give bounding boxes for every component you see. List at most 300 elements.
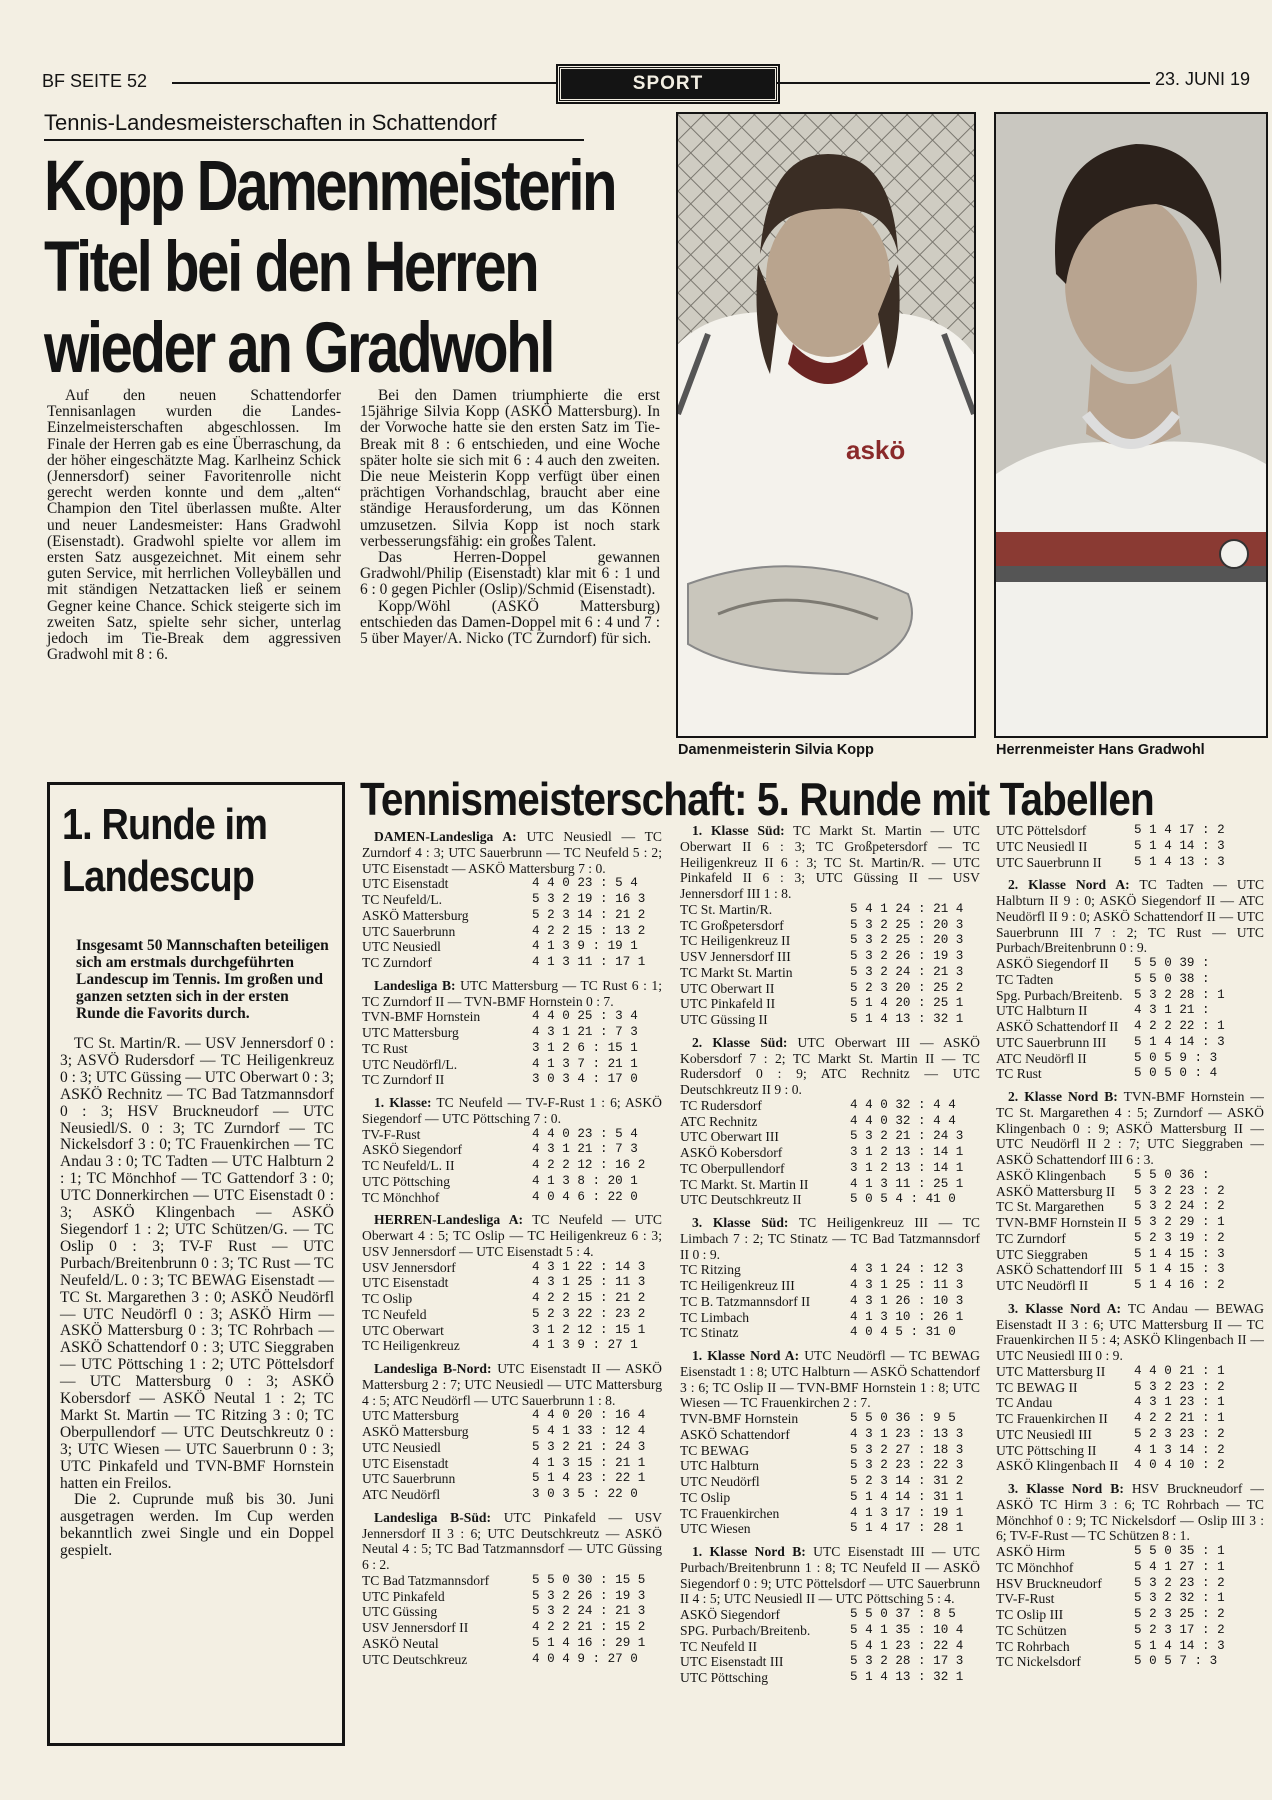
portrait-illustration: [678, 114, 974, 736]
table-row: [362, 1190, 662, 1206]
standings-table: [680, 1607, 980, 1686]
league-section: [996, 1481, 1264, 1670]
team-record: 4 1 3 7 : 21 1: [532, 1056, 638, 1071]
team-record: 4 4 0 23 : 5 4: [532, 876, 638, 891]
team-name: USV Jennersdorf II: [362, 1620, 469, 1635]
team-name: UTC Neudörfl II: [996, 1278, 1089, 1293]
team-name: USV Jennersdorf: [362, 1259, 456, 1275]
table-row: [680, 1325, 980, 1341]
league-section: [680, 1215, 980, 1341]
article-column-1: [47, 388, 341, 663]
team-record: 5 1 4 15 : 3: [1134, 1246, 1225, 1261]
team-name: UTC Neudörfl/L.: [362, 1056, 458, 1072]
table-row: [362, 1127, 662, 1143]
paragraph: Das Herren-Doppel gewannen Gradwohl/Philip (Eisenstadt) klar mit 6 : 1 und 6 : 0 gegen Pichler (Oslip)/Schmid (Eisenstadt).: [360, 549, 660, 599]
table-row: [680, 1654, 980, 1670]
table-row: [680, 1506, 980, 1522]
table-row: [362, 1174, 662, 1190]
team-record: 5 2 3 22 : 23 2: [532, 1306, 646, 1321]
team-record: 4 1 3 11 : 25 1: [850, 1176, 964, 1191]
team-name: UTC Neudörfl: [680, 1474, 760, 1489]
team-record: 4 2 2 21 : 1: [1134, 1411, 1225, 1425]
team-name: UTC Sauerbrunn: [362, 1471, 456, 1487]
team-record: 5 0 5 4 : 41 0: [850, 1192, 956, 1207]
league-section: [362, 1212, 662, 1354]
table-row: [680, 1411, 980, 1427]
team-name: USV Jennersdorf III: [680, 949, 791, 964]
team-name: UTC Pöttsching: [680, 1670, 768, 1685]
match-results: TC Tadten — UTC Halbturn II 9 : 0; ASKÖ Siegendorf II — ATC Neudörfl II 9 : 0; ASKÖ Schattendorf II — UTC Sauerbrunn III 7 : 2; TC Rust — UTC Purbach/Breitenbrunn 0 : 9.: [996, 877, 1264, 956]
team-name: TC Schützen: [996, 1622, 1067, 1638]
table-row: [362, 876, 662, 892]
page-number: BF SEITE 52: [42, 71, 148, 91]
team-name: TC Ritzing: [680, 1262, 741, 1278]
results-paragraph: [996, 1301, 1264, 1364]
team-record: 5 3 2 32 : 1: [1134, 1591, 1225, 1606]
team-name: TC Limbach: [680, 1309, 750, 1325]
landescup-body: [60, 1036, 334, 1560]
table-row: [362, 1424, 662, 1440]
league-name: Landesliga B-Süd:: [374, 1509, 491, 1525]
table-row: [362, 1456, 662, 1472]
team-name: UTC Deutschkreutz II: [680, 1192, 802, 1208]
standings-table: [362, 1408, 662, 1503]
article-headline: [44, 146, 616, 389]
table-row: [362, 1408, 662, 1424]
team-record: 4 1 3 11 : 17 1: [532, 955, 646, 969]
team-record: 4 3 1 24 : 12 3: [850, 1262, 964, 1277]
team-record: 5 1 4 23 : 22 1: [532, 1471, 646, 1486]
team-name: TC Markt. St. Martin II: [680, 1176, 809, 1192]
paragraph: Die 2. Cuprunde muß bis 30. Juni ausgetragen werden. Im Cup werden bekanntlich zwei Single und ein Doppel gespielt.: [60, 1491, 334, 1560]
team-record: 5 3 2 24 : 21 3: [532, 1604, 646, 1619]
match-results: UTC Eisenstadt III — UTC Purbach/Breitenbrunn 1 : 8; TC Neufeld II — ASKÖ Siegendorf 0 : 9; UTC Pöttelsdorf — UTC Sauerbrunn II 4 : 5; UTC Neusiedl II — UTC Pöttsching 5 : 4.: [680, 1544, 980, 1607]
team-record: 3 1 2 6 : 15 1: [532, 1040, 638, 1055]
paragraph: Auf den neuen Schattendorfer Tennisanlagen wurden die Landes-Einzelmeisterschaften abgeschlossen. Im Finale der Herren gab es eine Überraschung, da der höher eingeschätzte Mag. Karlheinz Schick (Jennersdorf) seiner Favoritenrolle nicht gerecht werden konnte und dem „alten“ Champion den Titel überlassen mußte. Alter und neuer Landesmeister: Hans Gradwohl (Eisenstadt). Gradwohl spielte vor allem im ersten Satz ausgezeichnet. Mit einem sehr guten Service, mit herrlichen Volleybällen und mit ständigen Netzattacken ließ er seinem Gegner keine Chance. Schick steigerte sich im zweiten Satz, spielte sehr sicher, unterlag jedoch im Tie-Break dem aggressiven Gradwohl mit 8 : 6.: [47, 387, 341, 664]
landescup-lead: Insgesamt 50 Mannschaften beteiligen sich am erstmals durchgeführten Landescup im Tennis. Im großen und ganzen setzten sich in der ersten Runde die Favorits durch.: [76, 937, 329, 1022]
team-name: UTC Pöttsching: [362, 1173, 450, 1189]
team-record: 5 4 1 24 : 21 4: [850, 901, 964, 916]
table-row: [996, 1380, 1264, 1396]
team-record: 3 0 3 4 : 17 0: [532, 1072, 638, 1087]
issue-date: 23. JUNI 19: [1155, 69, 1251, 89]
table-row: [680, 1192, 980, 1208]
team-name: UTC Neusiedl: [362, 939, 441, 955]
table-row: [680, 981, 980, 997]
table-row: [680, 1639, 980, 1655]
match-results: UTC Oberwart III — ASKÖ Kobersdorf 7 : 2; TC Markt St. Martin II — TC Rudersdorf 0 : 9; ATC Rechnitz — UTC Deutschkreutz II 9 : 0.: [680, 1034, 980, 1097]
league-name: 2. Klasse Nord B:: [1008, 1089, 1118, 1104]
league-name: Landesliga B-Nord:: [374, 1361, 492, 1376]
table-row: [680, 1474, 980, 1490]
team-name: TC Rust: [996, 1066, 1042, 1082]
match-results: UTC Eisenstadt II — ASKÖ Mattersburg 2 : 7; UTC Neusiedl — UTC Mattersburg 4 : 5; ATC Neudörfl — UTC Sauerbrunn 1 : 8.: [362, 1361, 662, 1408]
standings-table: [362, 1573, 662, 1668]
team-name: UTC Sauerbrunn: [362, 923, 456, 939]
team-record: 4 4 0 21 : 1: [1134, 1363, 1225, 1378]
league-section: [996, 823, 1264, 870]
team-record: 5 3 2 26 : 19 3: [532, 1588, 646, 1603]
table-row: [680, 933, 980, 949]
team-name: TC Frauenkirchen II: [996, 1411, 1108, 1426]
league-name: 3. Klasse Nord A:: [1008, 1300, 1122, 1316]
standings-table: [996, 1544, 1264, 1670]
league-name: 2. Klasse Nord A:: [1008, 877, 1130, 893]
tables-heading: Tennismeisterschaft: 5. Runde mit Tabellen: [360, 773, 1154, 825]
team-record: 5 1 4 17 : 2: [1134, 823, 1225, 837]
team-name: ASKÖ Mattersburg: [362, 907, 469, 923]
team-record: 3 1 2 12 : 15 1: [532, 1322, 646, 1337]
team-record: 5 1 4 17 : 28 1: [850, 1521, 964, 1536]
league-section: [362, 1510, 662, 1668]
portrait-illustration: [996, 114, 1266, 736]
table-row: [680, 1012, 980, 1028]
team-record: 4 3 1 22 : 14 3: [532, 1259, 646, 1274]
league-name: 1. Klasse Nord A:: [692, 1348, 800, 1363]
team-name: UTC Oberwart II: [680, 980, 775, 996]
team-name: ASKÖ Mattersburg: [362, 1424, 469, 1439]
team-name: TC Zurndorf: [362, 955, 432, 970]
team-record: 5 1 4 14 : 3: [1134, 838, 1225, 853]
table-row: [996, 1576, 1264, 1592]
team-name: TC Tadten: [996, 971, 1054, 987]
team-name: TC Oslip: [362, 1291, 413, 1306]
match-results: UTC Mattersburg — TC Rust 6 : 1; TC Zurndorf II — TVN-BMF Hornstein 0 : 7.: [362, 977, 662, 1009]
team-record: 4 2 2 21 : 15 2: [532, 1620, 646, 1634]
team-record: 5 2 3 17 : 2: [1134, 1622, 1225, 1637]
team-record: 5 5 0 36 : 9 5: [850, 1411, 956, 1425]
league-name: 2. Klasse Süd:: [692, 1034, 788, 1050]
team-name: UTC Mattersburg II: [996, 1363, 1106, 1379]
team-record: 4 1 3 14 : 2: [1134, 1442, 1225, 1457]
team-record: 4 0 4 5 : 31 0: [850, 1325, 956, 1340]
team-name: TC Mönchhof: [996, 1559, 1074, 1575]
league-section: [996, 1089, 1264, 1294]
team-name: ATC Neudörfl: [362, 1487, 441, 1502]
table-row: [996, 1168, 1264, 1184]
team-name: TC B. Tatzmannsdorf II: [680, 1293, 811, 1309]
team-record: 5 1 4 13 : 3: [1134, 854, 1225, 869]
table-row: [362, 1440, 662, 1456]
team-name: UTC Pinkafeld: [362, 1588, 445, 1604]
table-row: [362, 1072, 662, 1088]
team-record: 4 4 0 23 : 5 4: [532, 1126, 638, 1141]
table-row: [362, 1338, 662, 1354]
table-row: [996, 956, 1264, 972]
paragraph: Kopp/Wöhl (ASKÖ Mattersburg) entschieden das Damen-Doppel mit 6 : 4 und 7 : 5 über Mayer/A. Nicko (TC Zurndorf) für sich.: [360, 597, 660, 648]
standings-table: [680, 1411, 980, 1537]
table-row: [680, 1098, 980, 1114]
table-row: [680, 1427, 980, 1443]
table-row: [996, 1654, 1264, 1670]
team-record: 5 0 5 7 : 3: [1134, 1654, 1218, 1669]
standings-table: [680, 1098, 980, 1208]
team-name: TC Stinatz: [680, 1325, 739, 1341]
title-line: Landescup: [62, 852, 255, 901]
table-row: [996, 1411, 1264, 1427]
standings-table: [996, 1168, 1264, 1294]
team-name: UTC Eisenstadt III: [680, 1654, 784, 1670]
team-name: TC Oslip: [680, 1489, 731, 1505]
results-paragraph: [362, 978, 662, 1010]
team-record: 4 1 3 17 : 19 1: [850, 1505, 964, 1520]
table-row: [996, 1262, 1264, 1278]
results-paragraph: [996, 877, 1264, 956]
table-row: [680, 1161, 980, 1177]
team-record: 5 2 3 23 : 2: [1134, 1426, 1225, 1441]
team-name: ASKÖ Hirm: [996, 1544, 1066, 1559]
team-record: 4 4 0 25 : 3 4: [532, 1009, 638, 1024]
team-name: UTC Eisenstadt: [362, 1275, 449, 1291]
team-name: UTC Pöttsching II: [996, 1442, 1097, 1458]
team-name: TC Neufeld/L.: [362, 892, 443, 907]
standings-table: [362, 1009, 662, 1088]
team-record: 4 3 1 25 : 11 3: [850, 1278, 964, 1292]
standings-table: [680, 902, 980, 1028]
team-name: SPG. Purbach/Breitenb.: [680, 1622, 811, 1638]
team-name: UTC Sauerbrunn III: [996, 1034, 1107, 1050]
photo-caption-gradwohl: Herrenmeister Hans Gradwohl: [996, 742, 1205, 758]
team-record: 5 5 0 30 : 15 5: [532, 1572, 646, 1587]
table-row: [996, 1019, 1264, 1035]
team-record: 4 3 1 25 : 11 3: [532, 1275, 646, 1290]
team-record: 5 5 0 36 :: [1134, 1167, 1210, 1182]
headline-line: Titel bei den Herren: [44, 228, 538, 307]
headline-line: wieder an Gradwohl: [44, 309, 553, 388]
table-row: [362, 1471, 662, 1487]
team-name: TC Zurndorf: [996, 1230, 1066, 1246]
table-row: [362, 1620, 662, 1636]
team-record: 4 3 1 26 : 10 3: [850, 1293, 964, 1308]
results-paragraph: [362, 1212, 662, 1259]
team-name: TC St. Margarethen: [996, 1199, 1105, 1215]
photo-silvia-kopp: [676, 112, 976, 738]
header-rule-left: [172, 82, 556, 84]
table-row: [996, 1215, 1264, 1231]
table-row: [362, 955, 662, 971]
results-paragraph: [680, 1348, 980, 1411]
match-results: TC Andau — BEWAG Eisenstadt II 3 : 6; UTC Mattersburg II — TC Frauenkirchen II 5 : 4; ASKÖ Klingenbach II — UTC Neusiedl III 0 : 9.: [996, 1300, 1264, 1363]
team-name: UTC Eisenstadt: [362, 1455, 449, 1471]
team-record: 5 1 4 14 : 31 1: [850, 1489, 964, 1504]
team-record: 4 4 0 20 : 16 4: [532, 1408, 646, 1423]
team-name: UTC Güssing: [362, 1604, 438, 1620]
table-row: [996, 972, 1264, 988]
team-name: UTC Halbturn II: [996, 1003, 1088, 1019]
match-results: UTC Neusiedl — TC Zurndorf 4 : 3; UTC Sauerbrunn — TC Neufeld 5 : 2; UTC Eisenstadt — ASKÖ Mattersburg 7 : 0.: [362, 829, 662, 876]
team-record: 4 4 0 32 : 4 4: [850, 1097, 956, 1112]
team-name: ASKÖ Mattersburg II: [996, 1183, 1116, 1199]
team-record: 4 2 2 22 : 1: [1134, 1019, 1225, 1033]
table-row: [680, 1607, 980, 1623]
table-row: [362, 1487, 662, 1503]
team-record: 5 3 2 21 : 24 3: [850, 1129, 964, 1144]
team-record: 5 2 3 14 : 21 2: [532, 907, 646, 922]
landescup-box: [47, 782, 345, 1746]
league-section: [680, 823, 980, 1028]
team-record: 4 3 1 23 : 1: [1134, 1395, 1225, 1410]
league-section: [362, 978, 662, 1088]
table-row: [996, 1607, 1264, 1623]
team-name: TC Neufeld II: [680, 1638, 758, 1654]
team-record: 5 5 0 38 :: [1134, 971, 1210, 986]
team-name: UTC Güssing II: [680, 1012, 768, 1027]
team-record: 5 0 5 0 : 4: [1134, 1066, 1218, 1081]
table-row: [362, 1158, 662, 1174]
photo-caption-kopp: Damenmeisterin Silvia Kopp: [678, 742, 874, 758]
table-row: [362, 1307, 662, 1323]
league-name: Landesliga B:: [374, 977, 456, 993]
team-record: 5 3 2 23 : 2: [1134, 1183, 1225, 1198]
table-row: [996, 988, 1264, 1004]
team-record: 5 1 4 20 : 25 1: [850, 996, 964, 1011]
team-record: 3 0 3 5 : 22 0: [532, 1487, 638, 1501]
league-name: 1. Klasse:: [374, 1095, 432, 1110]
team-name: ATC Neudörfl II: [996, 1050, 1087, 1066]
team-record: 5 2 3 25 : 2: [1134, 1607, 1225, 1621]
team-name: ASKÖ Siegendorf: [680, 1607, 781, 1622]
team-record: 4 1 3 9 : 27 1: [532, 1338, 638, 1353]
table-row: [996, 1184, 1264, 1200]
team-name: Spg. Purbach/Breitenb.: [996, 987, 1123, 1003]
table-row: [996, 855, 1264, 871]
team-name: ASKÖ Klingenbach II: [996, 1458, 1119, 1474]
league-section: [996, 1301, 1264, 1474]
table-row: [362, 1142, 662, 1158]
table-row: [996, 1458, 1264, 1474]
team-name: TC Heiligenkreuz II: [680, 933, 791, 949]
standings-table: [996, 1364, 1264, 1474]
table-row: [680, 1278, 980, 1294]
team-record: 5 2 3 19 : 2: [1134, 1230, 1225, 1245]
team-record: 4 1 3 15 : 21 1: [532, 1455, 646, 1470]
table-row: [996, 1427, 1264, 1443]
team-record: 5 5 0 37 : 8 5: [850, 1607, 956, 1621]
team-name: TC Rohrbach: [996, 1638, 1070, 1654]
table-row: [996, 1247, 1264, 1263]
team-record: 5 4 1 27 : 1: [1134, 1559, 1225, 1574]
title-line: 1. Runde im: [62, 800, 268, 849]
team-name: TC BEWAG: [680, 1442, 750, 1458]
standings-table: [680, 1262, 980, 1341]
league-name: 3. Klasse Nord B:: [1008, 1481, 1124, 1496]
team-name: TC Bad Tatzmannsdorf: [362, 1572, 490, 1588]
league-section: [680, 1544, 980, 1686]
standings-table: [996, 956, 1264, 1082]
team-record: 5 3 2 23 : 22 3: [850, 1458, 964, 1473]
team-name: TC Oslip III: [996, 1607, 1064, 1622]
team-name: UTC Neusiedl: [362, 1439, 441, 1455]
team-name: UTC Pöttelsdorf: [996, 823, 1087, 838]
team-name: TC BEWAG II: [996, 1379, 1078, 1395]
team-record: 5 1 4 16 : 29 1: [532, 1635, 646, 1650]
table-row: [680, 949, 980, 965]
table-row: [362, 1589, 662, 1605]
results-paragraph: [680, 1544, 980, 1607]
team-name: ASKÖ Neutal: [362, 1635, 439, 1651]
results-paragraph: [362, 1095, 662, 1127]
team-name: TC Heiligenkreuz: [362, 1338, 460, 1354]
team-name: TC Markt St. Martin: [680, 964, 793, 980]
table-row: [680, 1129, 980, 1145]
match-results: TC Heiligenkreuz III — TC Limbach 7 : 2; TC Stinatz — TC Bad Tatzmannsdorf II 0 : 9.: [680, 1215, 980, 1262]
table-row: [996, 1035, 1264, 1051]
team-record: 4 2 2 15 : 21 2: [532, 1291, 646, 1305]
team-name: TC Zurndorf II: [362, 1072, 445, 1088]
team-name: UTC Neusiedl II: [996, 838, 1088, 854]
paragraph: Bei den Damen triumphierte die erst 15jährige Silvia Kopp (ASKÖ Mattersburg). In der Vorwoche hatte sie den ersten Satz im Tie-Break mit 8 : 6 entschieden, und eine Woche später holte sie sich mit 6 : 4 auch den zweiten. Die neue Meisterin Kopp verfügt über einen prächtigen Vorhandschlag, braucht aber eine ständige Herausforderung, um das Können umzusetzen. Silvia Kopp ist noch stark verbesserungsfähig: ein großes Talent.: [360, 387, 660, 550]
table-row: [680, 1262, 980, 1278]
headline-line: Kopp Damenmeisterin: [44, 147, 616, 226]
team-name: TVN-BMF Hornstein: [680, 1411, 799, 1426]
table-row: [362, 924, 662, 940]
team-record: 5 1 4 13 : 32 1: [850, 1012, 964, 1026]
table-row: [362, 892, 662, 908]
team-name: UTC Pinkafeld II: [680, 996, 776, 1012]
team-name: TVN-BMF Hornstein II: [996, 1215, 1127, 1230]
table-row: [680, 1177, 980, 1193]
team-record: 4 0 4 6 : 22 0: [532, 1189, 638, 1204]
table-row: [680, 1443, 980, 1459]
team-record: 5 1 4 16 : 2: [1134, 1278, 1225, 1292]
team-name: UTC Oberwart: [362, 1322, 444, 1338]
team-record: 5 3 2 24 : 2: [1134, 1199, 1225, 1214]
team-name: UTC Sieggraben: [996, 1246, 1088, 1262]
match-results: TC Neufeld — UTC Oberwart 4 : 5; TC Oslip — TC Heiligenkreuz 6 : 3; USV Jennersdorf — UTC Eisenstadt 5 : 4.: [362, 1212, 662, 1259]
table-row: [362, 1573, 662, 1589]
team-name: ASKÖ Siegendorf: [362, 1142, 463, 1158]
team-name: UTC Mattersburg: [362, 1408, 459, 1424]
team-record: 5 5 0 39 :: [1134, 956, 1210, 970]
team-record: 5 3 2 25 : 20 3: [850, 917, 964, 932]
team-record: 5 3 2 24 : 21 3: [850, 964, 964, 979]
standings-column-a: [362, 829, 662, 1674]
team-name: TV-F-Rust: [362, 1126, 421, 1142]
team-name: HSV Bruckneudorf: [996, 1575, 1102, 1591]
header-rule-right: [776, 82, 1150, 84]
team-name: TC Heiligenkreuz III: [680, 1278, 795, 1293]
match-results: TC Neufeld — TV-F-Rust 1 : 6; ASKÖ Siegendorf — UTC Pöttsching 7 : 0.: [362, 1095, 662, 1126]
table-row: [362, 1057, 662, 1073]
team-record: 4 1 3 8 : 20 1: [532, 1173, 638, 1188]
team-record: 5 4 1 23 : 22 4: [850, 1638, 964, 1653]
table-row: [996, 823, 1264, 839]
team-record: 5 3 2 23 : 2: [1134, 1575, 1225, 1590]
team-record: 5 1 4 13 : 32 1: [850, 1670, 964, 1684]
table-row: [996, 1231, 1264, 1247]
team-record: 4 1 3 10 : 26 1: [850, 1309, 964, 1324]
results-paragraph: [680, 1035, 980, 1098]
table-row: [996, 1639, 1264, 1655]
team-record: 5 2 3 14 : 31 2: [850, 1474, 964, 1488]
standings-column-b: [680, 823, 980, 1693]
standings-table: [996, 823, 1264, 870]
table-row: [996, 1278, 1264, 1294]
team-name: UTC Wiesen: [680, 1521, 751, 1537]
table-row: [362, 1025, 662, 1041]
table-row: [680, 902, 980, 918]
table-row: [362, 1275, 662, 1291]
results-paragraph: [362, 1510, 662, 1573]
results-paragraph: [996, 1481, 1264, 1544]
table-row: [362, 939, 662, 955]
article-column-2: [360, 388, 660, 647]
table-row: [680, 1623, 980, 1639]
results-paragraph: [680, 1215, 980, 1262]
paragraph: TC St. Martin/R. — USV Jennersdorf 0 : 3; ASVÖ Rudersdorf — TC Heiligenkreuz 0 : 3; UTC Güssing — UTC Oberwart 0 : 3; ASKÖ Rechnitz — TC Bad Tatzmannsdorf 0 : 3; HSV Bruckneudorf — UTC Neusiedl/S. 0 : 3; TC Zurndorf — TC Nickelsdorf 3 : 0; TC Frauenkirchen — TC Andau 3 : 0; TC Tadten — UTC Halbturn 2 : 1; TC Mönchhof — TC Gattendorf 3 : 0; UTC Donnerkirchen — UTC Eisenstadt 0 : 3; ASKÖ Klingenbach — ASKÖ Siegendorf 1 : 2; UTC Schützen/G. — TC Oslip 0 : 3; TV-F Rust — UTC Purbach/Breitenbrunn 0 : 3; TC Rust — TC Neufeld/L. 0 : 3; TC BEWAG Eisenstadt — TC St. Margarethen 3 : 0; ASKÖ Neudörfl — UTC Neudörfl 0 : 3; ASKÖ Hirm — ASKÖ Mattersburg 0 : 3; TC Rohrbach — ASKÖ Schattendorf 0 : 3; UTC Sieggraben — UTC Pöttsching 1 : 2; UTC Pöttelsdorf — UTC Mattersburg 0 : 3; ASKÖ Kobersdorf — ASKÖ Neutal 1 : 2; TC Markt St. Martin — TC Ritzing 3 : 0; TC Oberpullendorf — UTC Deutschkreutz 0 : 3; UTC Wiesen — UTC Sauerbrunn 0 : 3; UTC Pinkafeld und TVN-BMF Hornstein hatten ein Freilos.: [60, 1035, 334, 1492]
team-record: 5 3 2 27 : 18 3: [850, 1442, 964, 1457]
standings-table: [362, 1260, 662, 1355]
